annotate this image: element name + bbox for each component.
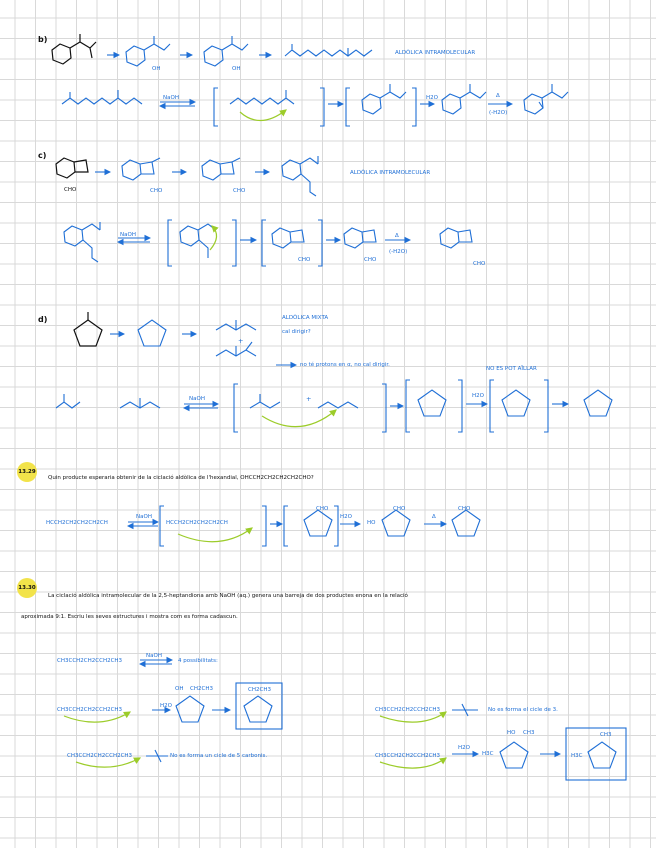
d-ketone-1 — [216, 320, 256, 330]
b-open-chain — [285, 44, 372, 56]
possibility-4-ho: HO — [507, 730, 516, 736]
section-b-minus-h2o: (-H2O) — [489, 110, 508, 116]
section-c-cho-1: CHO — [64, 187, 77, 193]
b-green-attack — [240, 110, 286, 121]
d-bracket-1-close — [382, 384, 386, 432]
problem-1329-ho: HO — [367, 520, 376, 526]
possibility-3-note: No es forma un cicle de 5 carbonis. — [170, 753, 268, 759]
d-bracket-1 — [234, 384, 238, 432]
possibility-1-h2o: H2O — [160, 703, 172, 709]
p1329-alkoxide — [304, 510, 332, 536]
section-b-oh-2: OH — [232, 66, 241, 72]
problem-1330-possibilities: 4 possibilitats: — [178, 658, 218, 664]
poss1-product — [244, 696, 272, 722]
section-c-cho-5: CHO — [364, 257, 377, 263]
section-c-cho-4: CHO — [298, 257, 311, 263]
section-b-delta: Δ — [496, 93, 500, 99]
d-diol — [138, 320, 166, 346]
b-cyclic-alkoxide — [362, 94, 381, 114]
p1329-bracket-2 — [284, 506, 288, 546]
d-bracket-3 — [490, 380, 494, 432]
problem-1330-question-1: La ciclació aldòlica intramolecular de la 2,5-heptandiona amb NaOH (aq.) genera una barreja de dos productes enona en la relació — [48, 593, 408, 599]
possibility-2-note: No es forma el cicle de 3. — [488, 707, 558, 713]
possibility-1-product-ethyl: CH2CH3 — [248, 687, 271, 693]
section-b-note: ALDÒLICA INTRAMOLECULAR — [395, 50, 476, 56]
d-enolate — [250, 394, 280, 408]
poss4-aldol — [500, 742, 528, 768]
poss3-green-attack — [76, 758, 140, 767]
possibility-4-h2o: H2O — [458, 745, 470, 751]
section-c-cho-3: CHO — [233, 188, 246, 194]
possibility-1-ch2ch3: CH2CH3 — [190, 686, 213, 692]
c-bracket-2-close — [318, 220, 322, 266]
problem-1329-anion-chain: HCCH2CH2CH2CH2CH — [166, 520, 228, 526]
c-indane-start — [56, 158, 88, 178]
c-dialdehyde — [282, 156, 318, 196]
d-bracket-3-close — [544, 380, 548, 432]
d-bracket-2 — [406, 380, 410, 432]
section-d-not-aldol: NO ES POT AÏLLAR — [486, 366, 537, 372]
problem-1329-h2o: H2O — [340, 514, 352, 520]
section-d-reagent: NaOH — [189, 396, 205, 402]
c-aldol-product — [344, 228, 363, 248]
section-c-reagent: NaOH — [120, 232, 136, 238]
section-c-cho-6: CHO — [473, 261, 486, 267]
b-row2-chain — [62, 90, 142, 104]
p1329-aldol — [382, 510, 410, 536]
possibility-4-product-h3c: H3C — [571, 753, 583, 759]
p1329-product — [452, 510, 480, 536]
problem-1329-delta: Δ — [432, 514, 436, 520]
section-c-note: ALDÒLICA INTRAMOLECULAR — [350, 170, 431, 176]
section-c-label: c) — [38, 151, 47, 160]
c-cyclic-alkoxide — [272, 228, 291, 248]
c-bracket-2 — [262, 220, 266, 266]
section-c-delta: Δ — [395, 233, 399, 239]
d-product — [584, 390, 612, 416]
problem-1329-start: HCCH2CH2CH2CH2CH — [46, 520, 108, 526]
problem-1329-question: Quin producte esperaria obtenir de la ciclació aldòlica de l'hexandial, OHCCH2CH2CH2CH2CHO? — [48, 475, 314, 481]
b-molecule-2 — [126, 36, 170, 66]
d-partner — [318, 402, 358, 408]
c-bracket-1-close — [232, 220, 236, 266]
c-row2-dialdehyde — [64, 222, 100, 262]
poss4-green-attack — [380, 758, 446, 768]
section-b-oh-1: OH — [152, 66, 161, 72]
b-bracket-2 — [346, 88, 350, 126]
section-b-label: b) — [38, 35, 48, 44]
problem-number-badge: 13.29 — [17, 462, 37, 482]
possibility-4-chain: CH3CCH2CH2CCH2CH3 — [375, 753, 441, 759]
d-ketone-2 — [216, 342, 256, 356]
p1329-bracket-2-close — [334, 506, 338, 546]
section-d-label: d) — [38, 315, 48, 324]
problem-1330-question-2: aproximada 9:1. Escriu les seves estructures i mostra com es forma cadascun. — [21, 614, 238, 620]
d-dialkoxide — [418, 390, 446, 416]
section-b-reagent: NaOH — [163, 95, 179, 101]
b-enolate — [230, 90, 294, 104]
d-row2-ketone — [56, 394, 80, 408]
section-c-cho-2: CHO — [150, 188, 163, 194]
possibility-1-oh: OH — [175, 686, 184, 692]
b-bracket-1 — [214, 88, 218, 126]
problem-1329-cho-1: CHO — [316, 506, 329, 512]
c-enolate — [180, 226, 199, 246]
poss2-green-attack — [380, 712, 446, 722]
section-c-minus-h2o: (-H2O) — [389, 249, 408, 255]
b-bracket-2-close — [412, 88, 416, 126]
problem-1330-reagent: NaOH — [146, 653, 162, 659]
poss1-green-attack — [64, 712, 130, 722]
d-diol-intermediate — [502, 390, 530, 416]
possibility-1-chain: CH3CCH2CH2CCH2CH3 — [57, 707, 123, 713]
section-d-note-2: cal dirigir? — [282, 329, 311, 335]
b-aldol-product — [442, 94, 461, 114]
d-start-molecule — [74, 312, 102, 346]
section-d-note-arrow: no té protons en α, no cal dirigir. — [300, 362, 390, 368]
possibility-4-product-ch3: CH3 — [600, 732, 612, 738]
problem-1330-start: CH3CCH2CH2CCH2CH3 — [57, 658, 123, 664]
section-d-plus: + — [238, 337, 244, 345]
possibility-4-ch3: CH3 — [523, 730, 535, 736]
poss4-product — [588, 742, 616, 768]
problem-1329-cho-3: CHO — [458, 506, 471, 512]
d-bracket-2-close — [458, 380, 462, 432]
section-b-h2o: H2O — [426, 95, 438, 101]
d-row2-diketone — [120, 398, 160, 408]
c-final-product — [440, 228, 459, 248]
b-bracket-1-close — [320, 88, 324, 126]
possibility-3-chain: CH3CCH2CH2CCH2CH3 — [67, 753, 133, 759]
poss1-aldol — [176, 696, 204, 722]
c-molecule-2 — [122, 158, 160, 180]
b-molecule-3 — [204, 36, 248, 66]
c-bracket-1 — [168, 220, 172, 266]
p1329-green-attack — [178, 528, 252, 542]
possibility-4-h3c: H3C — [482, 751, 494, 757]
problem-1329-reagent: NaOH — [136, 514, 152, 520]
possibility-2-chain: CH3CCH2CH2CCH2CH3 — [375, 707, 441, 713]
p1329-bracket-1-close — [262, 506, 266, 546]
problem-1329-cho-2: CHO — [393, 506, 406, 512]
d-green-attack — [262, 410, 336, 427]
c-molecule-3 — [202, 158, 240, 180]
section-d-note-1: ALDÒLICA MIXTA — [282, 315, 329, 321]
problem-number-badge-2: 13.30 — [17, 578, 37, 598]
poss4-product-box — [566, 728, 626, 780]
section-d-h2o: H2O — [472, 393, 484, 399]
section-d-plus-2: + — [306, 395, 312, 403]
b-start-molecule — [52, 34, 96, 64]
p1329-bracket-1 — [160, 506, 164, 546]
